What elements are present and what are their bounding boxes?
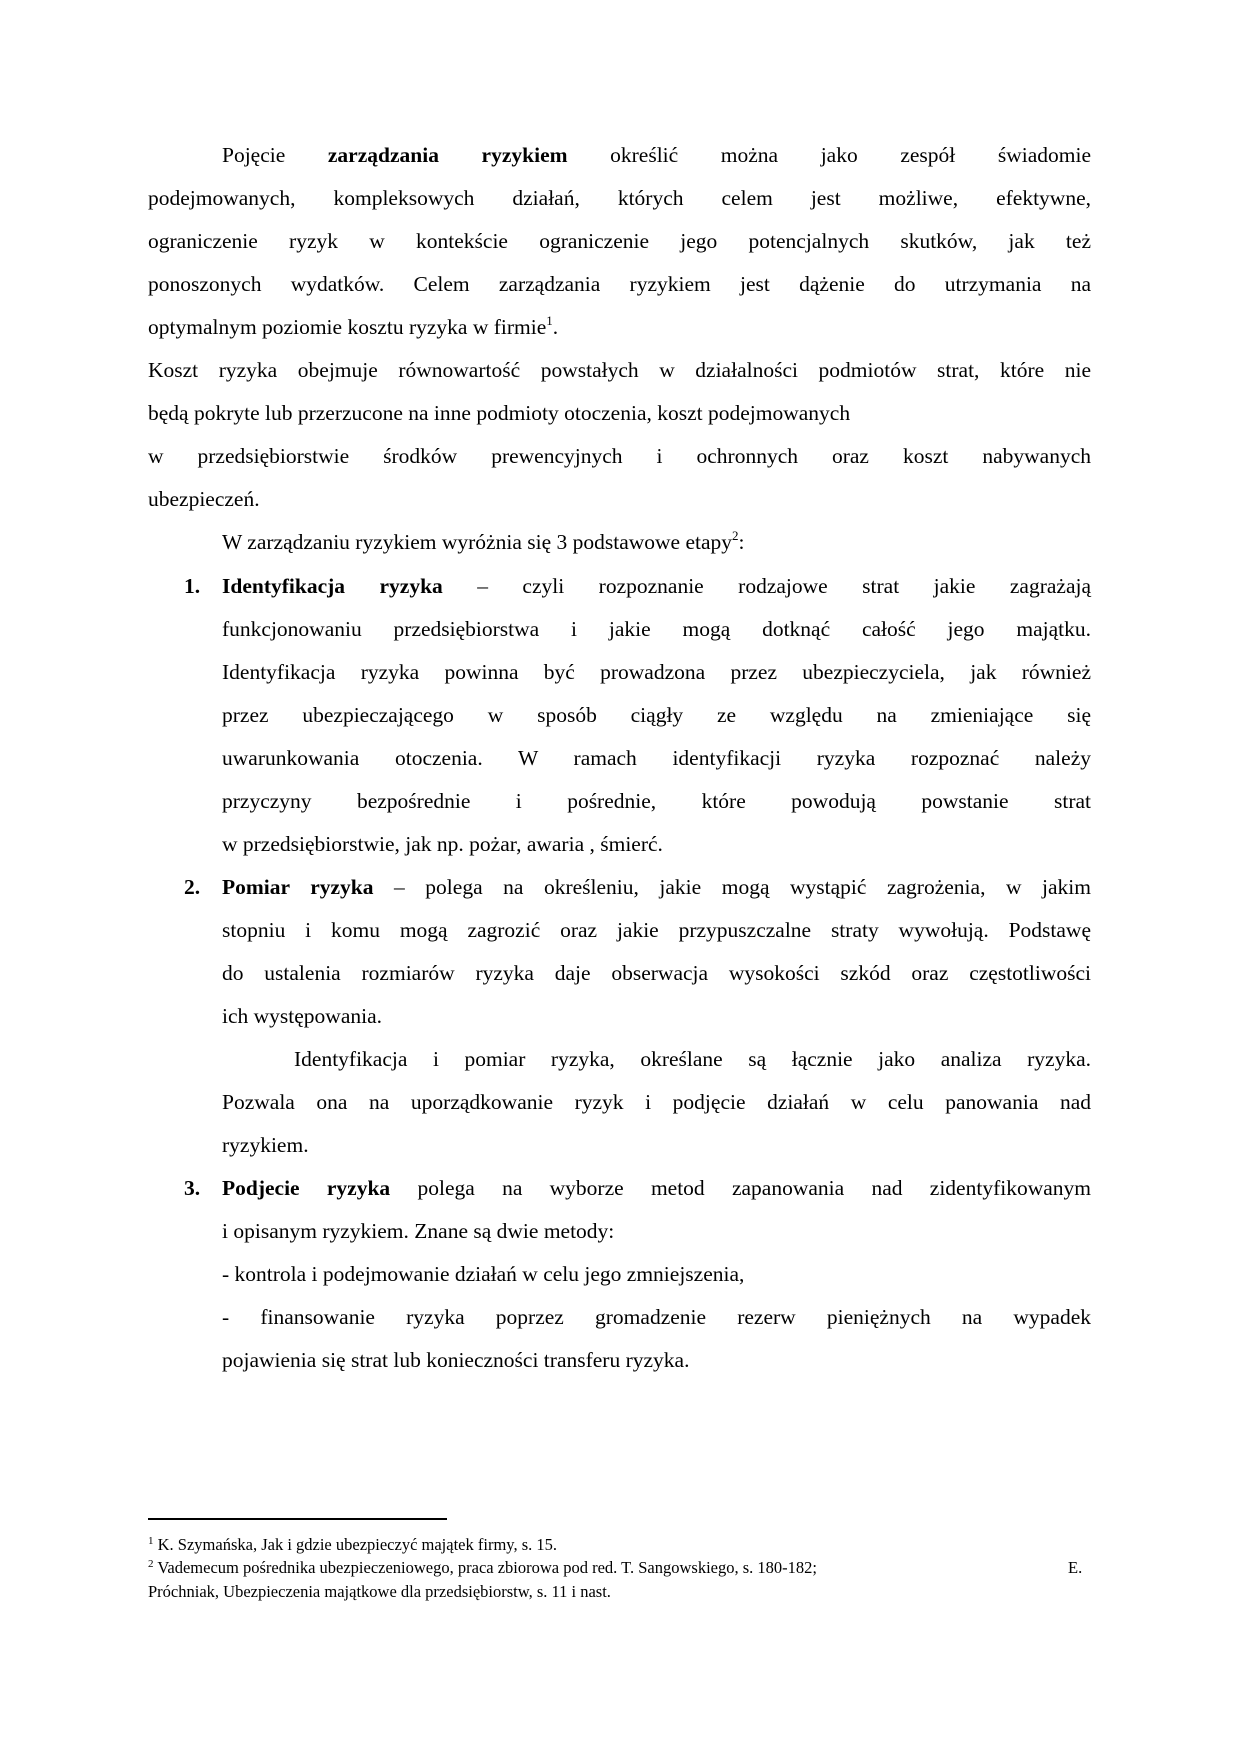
text-line [222, 1305, 1091, 1329]
text-line [148, 229, 1091, 253]
footnote-reference: 2 [732, 528, 739, 544]
text: Koszt ryzyka obejmuje równowartość powstałych w działalności podmiotów strat, które nie [148, 358, 1091, 383]
text-line [148, 401, 850, 425]
text-line [222, 1004, 382, 1028]
text-line [148, 358, 1091, 382]
text-line [148, 272, 1091, 296]
text: do ustalenia rozmiarów ryzyka daje obserwacja wysokości szkód oraz częstotliwości [222, 960, 1091, 985]
text-line [222, 143, 1091, 167]
text-line [148, 487, 260, 511]
text: funkcjonowaniu przedsiębiorstwa i jakie mogą dotknąć całość jego majątku. [222, 616, 1091, 641]
text: - kontrola i podejmowanie działań w celu jego zmniejszenia, [222, 1262, 745, 1287]
text-line [222, 918, 1091, 942]
text: ubezpieczeń. [148, 487, 260, 512]
footnote-text: Vademecum pośrednika ubezpieczeniowego, praca zbiorowa pod red. T. Sangowskiego, s. 180-182; [157, 1558, 817, 1577]
text-line [222, 875, 1091, 899]
text-line [222, 832, 663, 856]
text: ponoszonych wydatków. Celem zarządzania ryzykiem jest dążenie do utrzymania na [148, 272, 1091, 297]
footnote-reference: 1 [546, 313, 553, 329]
text: będą pokryte lub przerzucone na inne podmioty otoczenia, koszt podejmowanych [148, 401, 851, 426]
text: Pozwala ona na uporządkowanie ryzyk i podjęcie działań w celu panowania nad [222, 1090, 1091, 1115]
text: Pojęcie [222, 143, 328, 167]
text-line [222, 1262, 744, 1286]
text: W zarządzaniu ryzykiem wyróżnia się 3 podstawowe etapy [222, 530, 733, 555]
text: pojawienia się strat lub konieczności transferu ryzyka. [222, 1348, 690, 1373]
text-line [222, 1090, 1091, 1114]
footnote-2-continuation: Próchniak, Ubezpieczenia majątkowe dla przedsiębiorstw, s. 11 i nast. [148, 1582, 611, 1601]
text: uwarunkowania otoczenia. W ramach identyfikacji ryzyka rozpoznać należy [222, 745, 1091, 770]
text: w przedsiębiorstwie, jak np. pożar, awaria , śmierć. [222, 831, 663, 856]
text-line [222, 660, 1091, 684]
text: ograniczenie ryzyk w kontekście ograniczenie jego potencjalnych skutków, jak też [148, 229, 1091, 254]
text: – polega na określeniu, jakie mogą wystąpić zagrożenia, w jakim [373, 874, 1091, 899]
footnote-mark: 2 [148, 1558, 154, 1570]
text-line [222, 1133, 309, 1157]
bold-term: Identyfikacja ryzyka [222, 573, 443, 598]
bold-term: zarządzania ryzykiem [327, 143, 568, 167]
text-line [148, 186, 1091, 210]
text: podejmowanych, kompleksowych działań, których celem jest możliwe, efektywne, [148, 186, 1091, 211]
text-line [222, 617, 1091, 641]
footnote-mark: 1 [148, 1535, 154, 1547]
text-line [222, 1176, 1091, 1200]
text-line [222, 1348, 689, 1372]
text: : [738, 530, 745, 555]
list-number: 2. [184, 874, 201, 899]
text: optymalnym poziomie kosztu ryzyka w firmie [148, 315, 547, 340]
bold-term: Podjecie ryzyka [222, 1176, 391, 1201]
text: stopniu i komu mogą zagrozić oraz jakie przypuszczalne straty wywołują. Podstawę [222, 917, 1091, 942]
text: . [552, 315, 559, 340]
footnote-1 [148, 1535, 557, 1555]
text-line [222, 574, 1091, 598]
text-line [222, 530, 745, 554]
text-line [222, 789, 1091, 813]
text-line [222, 703, 1091, 727]
list-number: 1. [184, 573, 201, 598]
text-line [222, 961, 1091, 985]
footnote-2-author-initial: E. [1068, 1558, 1083, 1577]
bold-term: Pomiar ryzyka [222, 874, 374, 899]
text: Identyfikacja i pomiar ryzyka, określane są łącznie jako analiza ryzyka. [294, 1047, 1091, 1072]
footnote-text: K. Szymańska, Jak i gdzie ubezpieczyć majątek firmy, s. 15. [157, 1535, 558, 1554]
text-line [148, 315, 558, 339]
text: - finansowanie ryzyka poprzez gromadzenie rezerw pieniężnych na wypadek [222, 1305, 1091, 1330]
footnote-separator [148, 1518, 447, 1520]
text-line [222, 746, 1091, 770]
text: ryzykiem. [222, 1133, 309, 1158]
text-line [148, 444, 1091, 468]
text-line [294, 1047, 1091, 1071]
text: – czyli rozpoznanie rodzajowe strat jakie zagrażają [442, 573, 1092, 598]
text: przyczyny bezpośrednie i pośrednie, które powodują powstanie strat [222, 788, 1091, 813]
list-number: 3. [184, 1176, 201, 1201]
text: przez ubezpieczającego w sposób ciągły ze względu na zmieniające się [222, 702, 1091, 727]
text: Identyfikacja ryzyka powinna być prowadzona przez ubezpieczyciela, jak również [222, 659, 1091, 684]
text: i opisanym ryzykiem. Znane są dwie metody: [222, 1219, 615, 1244]
footnote-2 [148, 1558, 817, 1578]
text: określić można jako zespół świadomie [567, 143, 1091, 167]
text: ich występowania. [222, 1004, 383, 1028]
text-line [222, 1219, 614, 1243]
text: polega na wyborze metod zapanowania nad zidentyfikowanym [390, 1176, 1091, 1201]
text: w przedsiębiorstwie środków prewencyjnych i ochronnych oraz koszt nabywanych [148, 444, 1091, 469]
